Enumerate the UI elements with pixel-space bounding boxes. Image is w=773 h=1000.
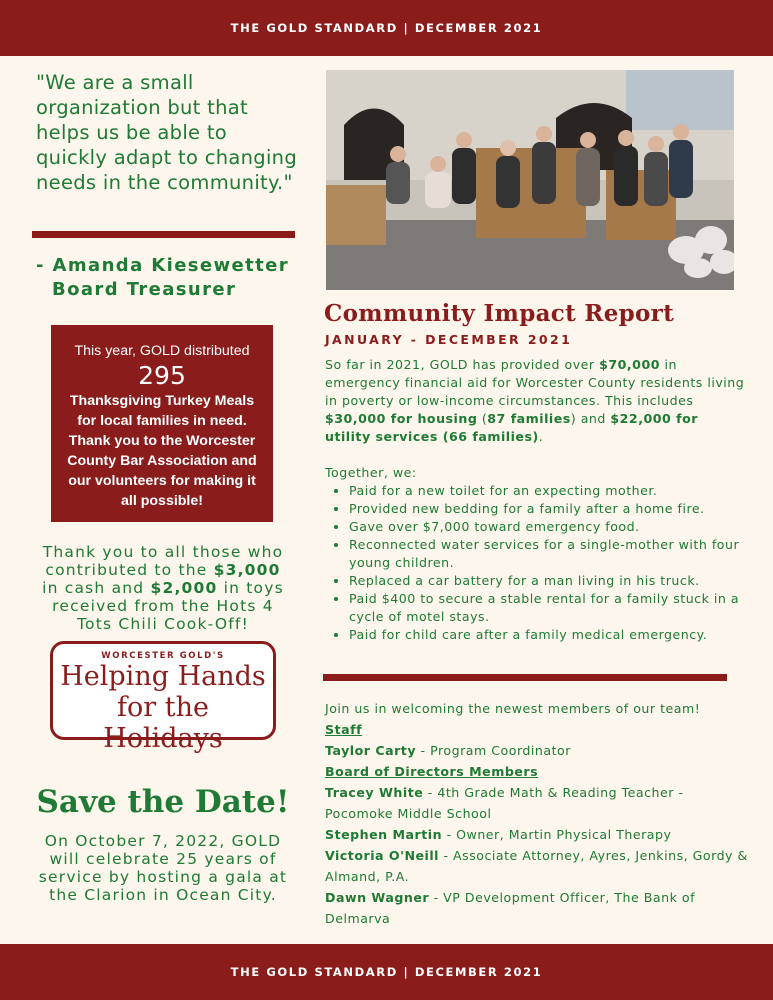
team-intro: Join us in welcoming the newest members of our team! bbox=[325, 701, 701, 716]
meals-callout bbox=[51, 325, 273, 522]
report-divider bbox=[323, 674, 727, 681]
report-total-amount: $70,000 bbox=[599, 357, 660, 372]
board-member bbox=[325, 824, 755, 845]
board-member bbox=[325, 845, 755, 887]
meals-count: 295 bbox=[138, 361, 186, 390]
footer-text: THE GOLD STANDARD | DECEMBER 2021 bbox=[230, 965, 543, 979]
list-item: • Paid for a new toilet for an expecting mother. bbox=[349, 482, 745, 500]
member-role: - 4th Grade Math & Reading Teacher - Pocomoke Middle School bbox=[325, 785, 684, 821]
report-title: Community Impact Report bbox=[324, 300, 675, 327]
board-heading: Board of Directors Members bbox=[325, 764, 539, 779]
new-members-section bbox=[325, 698, 755, 929]
header-band bbox=[0, 0, 773, 56]
impact-list bbox=[325, 482, 745, 644]
list-item: • Gave over $7,000 toward emergency food. bbox=[349, 518, 745, 536]
meals-intro: This year, GOLD distributed bbox=[74, 343, 250, 359]
save-the-date-text: On October 7, 2022, GOLD will celebrate 25 years of service by hosting a gala at the Clarion in Ocean City. bbox=[38, 832, 288, 904]
list-item: • Paid $400 to secure a stable rental for a family stuck in a cycle of motel stays. bbox=[349, 590, 745, 626]
report-text-d: ) and bbox=[570, 411, 611, 426]
logo-line-1: Helping Hands bbox=[60, 661, 266, 692]
member-role: - Owner, Martin Physical Therapy bbox=[442, 827, 672, 842]
member-role: - Associate Attorney, Ayres, Jenkins, Gordy & Almand, P.A. bbox=[325, 848, 748, 884]
thanks-cash: $3,000 bbox=[213, 561, 281, 579]
report-housing-families: 87 families bbox=[487, 411, 571, 426]
chili-cookoff-thanks bbox=[36, 543, 290, 633]
report-text-c: ( bbox=[477, 411, 488, 426]
save-the-date-title: Save the Date! bbox=[36, 784, 290, 820]
quote-author-role: Board Treasurer bbox=[52, 279, 237, 300]
member-name: Tracey White bbox=[325, 785, 424, 800]
logo-line-2: for the Holidays bbox=[103, 692, 223, 754]
header-text: THE GOLD STANDARD | DECEMBER 2021 bbox=[230, 21, 543, 35]
volunteer-group-photo bbox=[326, 70, 734, 290]
report-subtitle: JANUARY - DECEMBER 2021 bbox=[325, 332, 573, 347]
staff-member bbox=[325, 740, 755, 761]
member-name: Taylor Carty bbox=[325, 743, 417, 758]
footer-band bbox=[0, 944, 773, 1000]
quote-attribution bbox=[36, 254, 306, 302]
report-paragraph bbox=[325, 356, 745, 446]
member-name: Stephen Martin bbox=[325, 827, 443, 842]
report-text-b: in emergency financial aid for Worcester County residents living in poverty or low-income circumstances. This includes bbox=[325, 357, 745, 408]
list-item: • Provided new bedding for a family after a home fire. bbox=[349, 500, 745, 518]
helping-hands-logo bbox=[50, 641, 276, 754]
member-role: - VP Development Officer, The Bank of Delmarva bbox=[325, 890, 696, 926]
report-housing-amount: $30,000 for housing bbox=[325, 411, 478, 426]
member-name: Dawn Wagner bbox=[325, 890, 430, 905]
list-item: • Replaced a car battery for a man living in his truck. bbox=[349, 572, 745, 590]
report-body bbox=[325, 356, 745, 644]
quote-divider bbox=[32, 231, 295, 238]
meals-text: Thanksgiving Turkey Meals for local families in need. Thank you to the Worcester County Bar Association and our volunteers for making it all possible! bbox=[67, 393, 257, 509]
thanks-part3: in toys received from the Hots 4 Tots Chili Cook-Off! bbox=[52, 579, 284, 633]
logo-small-text: WORCESTER GOLD'S bbox=[101, 651, 225, 661]
thanks-part2: in cash and bbox=[42, 579, 151, 597]
together-heading: Together, we: bbox=[325, 465, 417, 480]
thanks-toys: $2,000 bbox=[150, 579, 218, 597]
staff-heading: Staff bbox=[325, 722, 363, 737]
member-role: - Program Coordinator bbox=[416, 743, 571, 758]
member-name: Victoria O'Neill bbox=[325, 848, 439, 863]
list-item: • Reconnected water services for a single-mother with four young children. bbox=[349, 536, 745, 572]
report-text-e: . bbox=[538, 429, 544, 444]
thanks-part1: Thank you to all those who contributed to the bbox=[42, 543, 284, 579]
board-member bbox=[325, 887, 755, 929]
board-member bbox=[325, 782, 755, 824]
list-item: • Paid for child care after a family medical emergency. bbox=[349, 626, 745, 644]
report-utility-amount: $22,000 for utility services (66 families) bbox=[325, 411, 698, 444]
report-text-a: So far in 2021, GOLD has provided over bbox=[325, 357, 600, 372]
pull-quote: "We are a small organization but that helps us be able to quickly adapt to changing needs in the community." bbox=[36, 71, 298, 194]
quote-author: - Amanda Kiesewetter bbox=[36, 255, 290, 276]
